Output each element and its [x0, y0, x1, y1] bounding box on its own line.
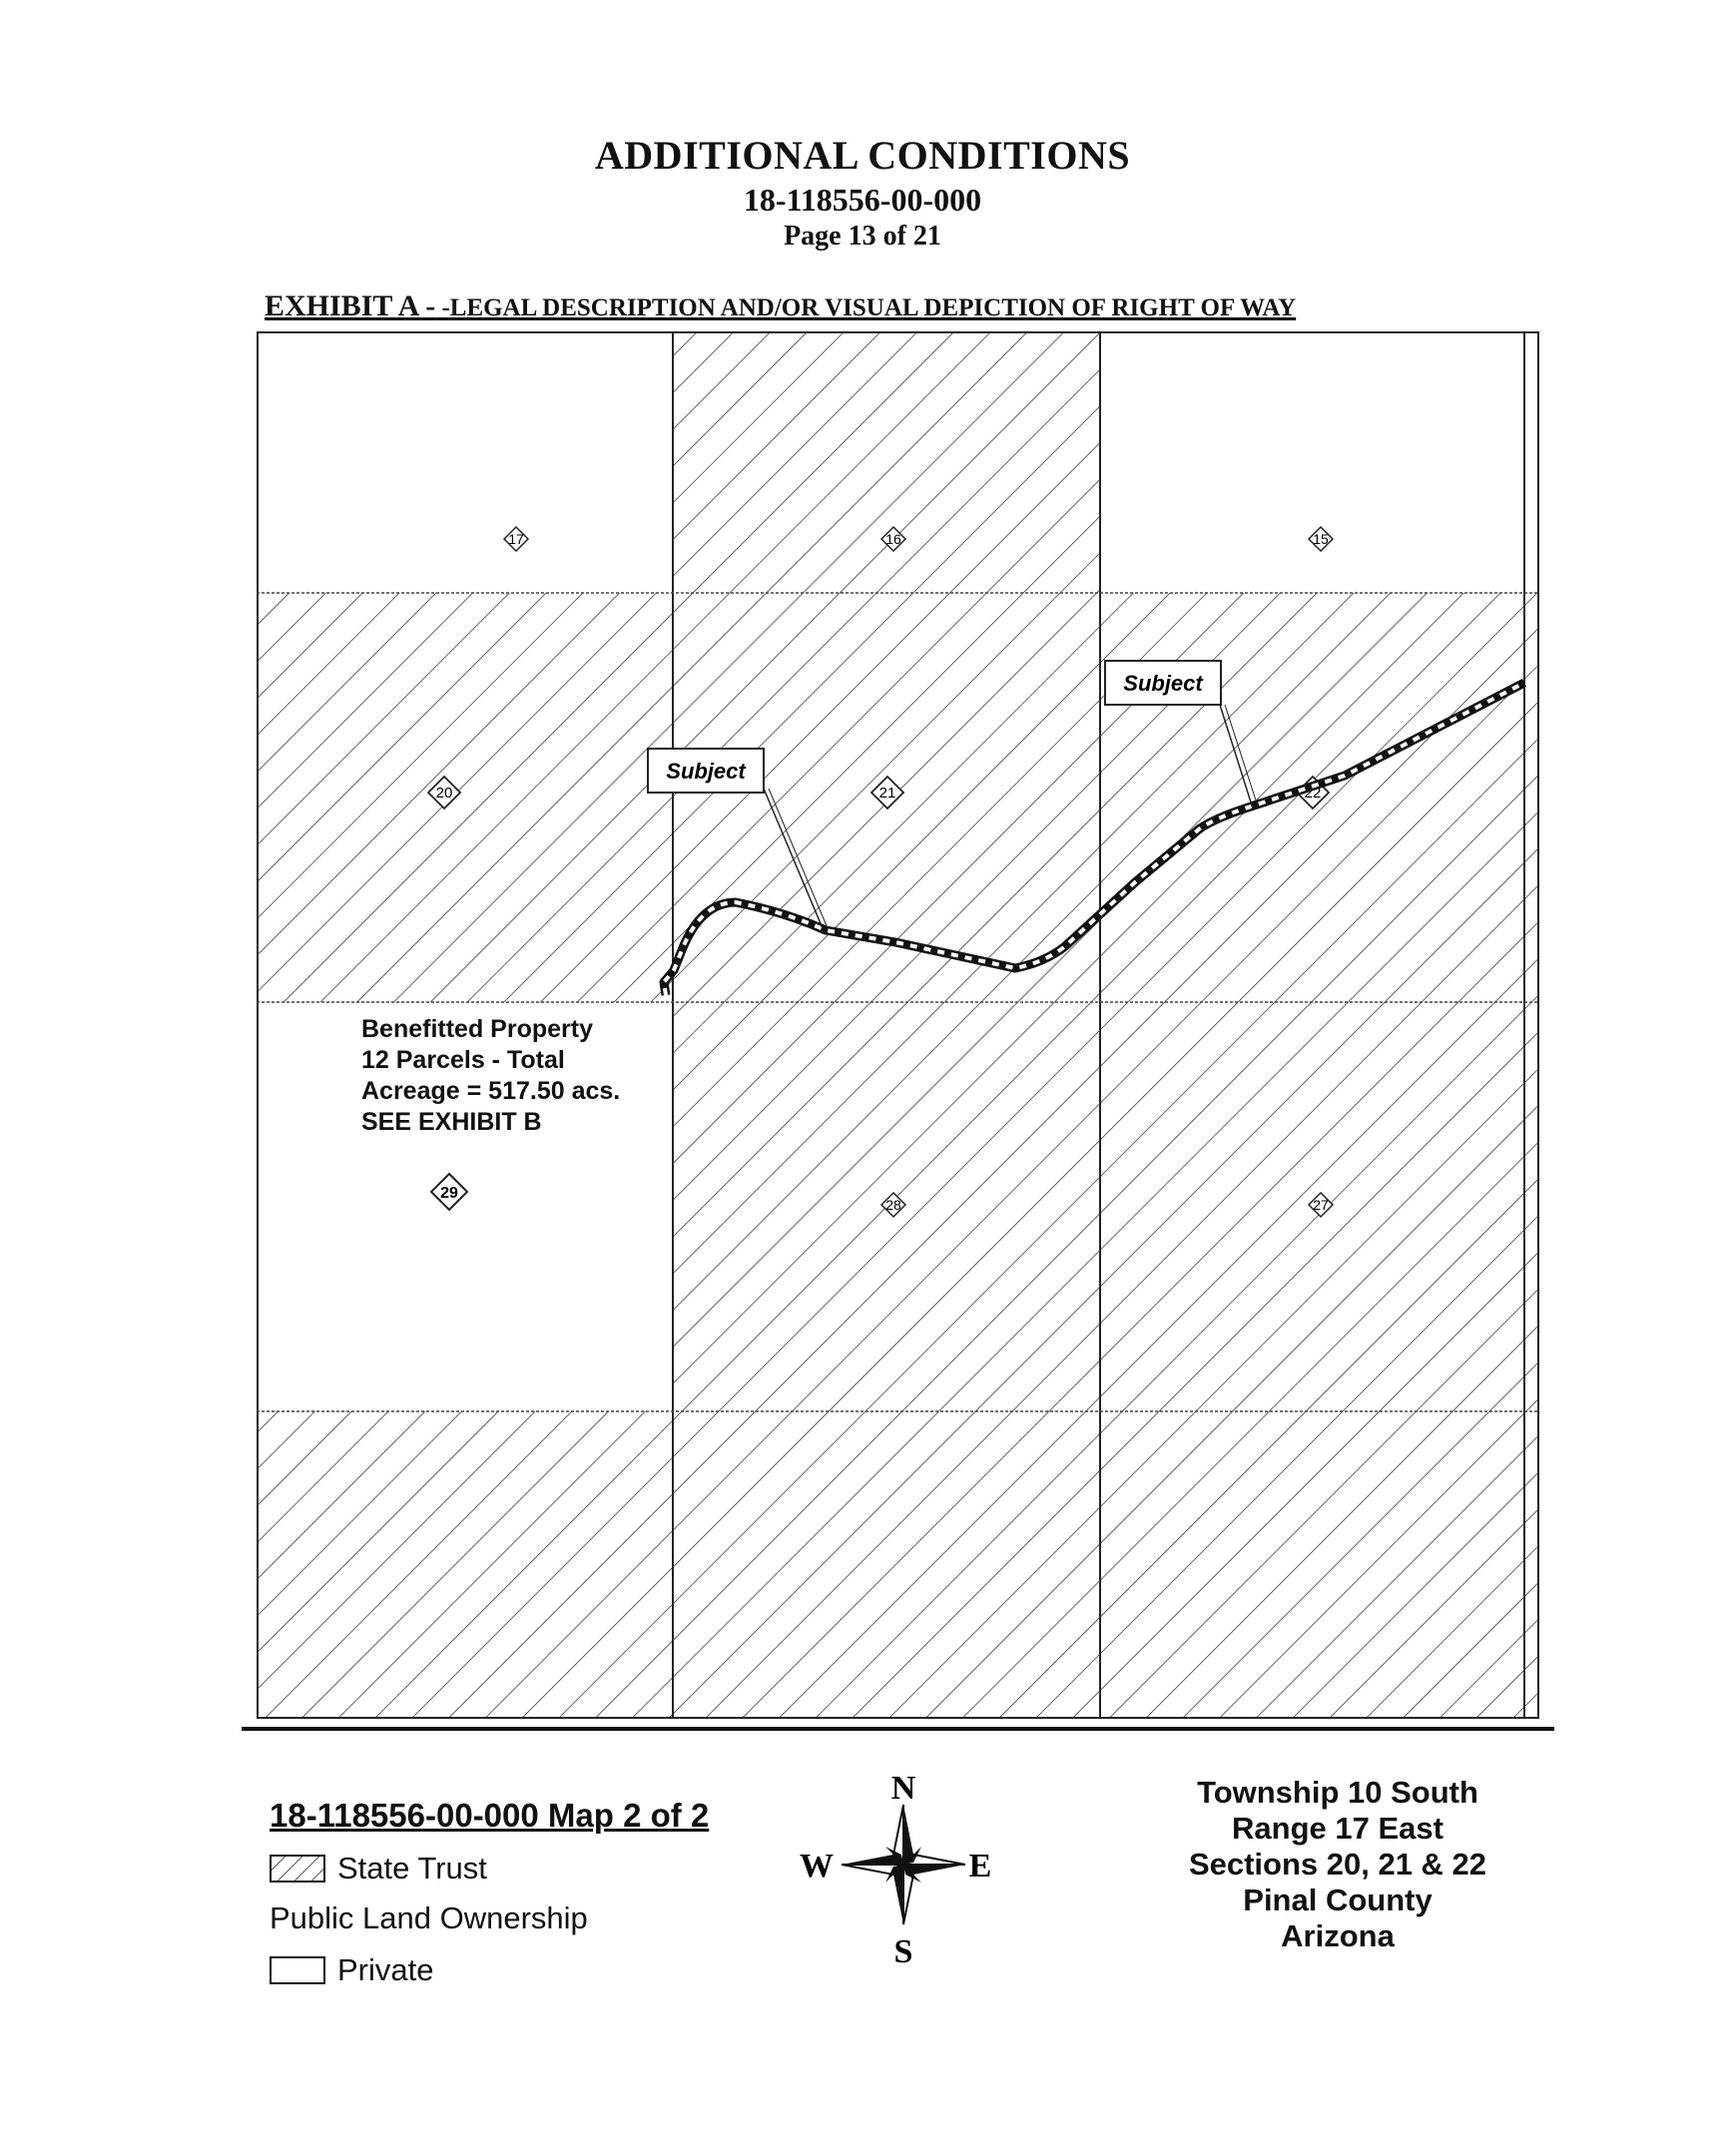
svg-text:28: 28: [885, 1197, 901, 1213]
document-header: [0, 132, 1725, 254]
svg-text:12 Parcels - Total: 12 Parcels - Total: [361, 1046, 565, 1074]
page-number: Page 13 of 21: [784, 221, 941, 252]
parcel-row-bottom: [257, 1411, 1539, 1719]
svg-text:Benefitted Property: Benefitted Property: [361, 1015, 593, 1043]
exhibit-label: EXHIBIT A -: [265, 289, 436, 322]
svg-text:21: 21: [878, 785, 896, 802]
exhibit-description: -LEGAL DESCRIPTION AND/OR VISUAL DEPICTION OF RIGHT OF WAY: [435, 294, 1297, 321]
svg-text:Subject: Subject: [666, 759, 746, 784]
svg-text:29: 29: [440, 1185, 458, 1202]
legend-item-private: [270, 1952, 709, 1988]
section-marker-17: [504, 527, 528, 551]
section-marker-15: [1309, 527, 1333, 551]
document-number: 18-118556-00-000: [743, 182, 982, 218]
subject-callout-right: [1105, 661, 1221, 705]
legend-item-state-trust: [270, 1851, 709, 1886]
sections-line: Sections 20, 21 & 22: [1188, 1847, 1487, 1882]
map-legend: [270, 1797, 709, 1988]
subject-callout-left: [648, 749, 764, 793]
svg-text:27: 27: [1313, 1197, 1329, 1213]
svg-text:20: 20: [435, 785, 453, 802]
svg-text:15: 15: [1313, 531, 1329, 547]
state-line: Arizona: [1281, 1918, 1395, 1953]
hatched-swatch-icon: [270, 1855, 325, 1883]
svg-text:17: 17: [508, 531, 524, 547]
parcel-section-16: [673, 331, 1100, 593]
compass-rose-icon: [789, 1767, 1018, 1966]
map-divider: [242, 1727, 1554, 1731]
compass-north: N: [890, 1770, 916, 1807]
svg-text:16: 16: [885, 531, 901, 547]
location-block: [1148, 1775, 1527, 1954]
exhibit-heading: [265, 289, 1296, 323]
compass-east: E: [968, 1848, 992, 1885]
compass-west: W: [800, 1848, 834, 1885]
section-map: [257, 331, 1539, 1719]
township-line: Township 10 South: [1197, 1775, 1478, 1810]
svg-text:Acreage = 517.50 acs.: Acreage = 517.50 acs.: [361, 1077, 621, 1105]
parcel-row-lower: [673, 1002, 1539, 1411]
svg-text:SEE EXHIBIT B: SEE EXHIBIT B: [361, 1108, 542, 1136]
county-line: Pinal County: [1243, 1883, 1433, 1917]
svg-text:Subject: Subject: [1123, 671, 1203, 696]
page-title: ADDITIONAL CONDITIONS: [594, 133, 1131, 178]
compass-south: S: [893, 1933, 913, 1966]
blank-swatch-icon: [270, 1956, 325, 1984]
legend-title: 18-118556-00-000 Map 2 of 2: [270, 1797, 710, 1834]
legend-subtitle: Public Land Ownership: [270, 1900, 588, 1935]
svg-text:22: 22: [1304, 785, 1322, 802]
legend-label-state-trust: State Trust: [337, 1851, 487, 1886]
range-line: Range 17 East: [1232, 1811, 1443, 1846]
legend-label-private: Private: [337, 1952, 434, 1987]
